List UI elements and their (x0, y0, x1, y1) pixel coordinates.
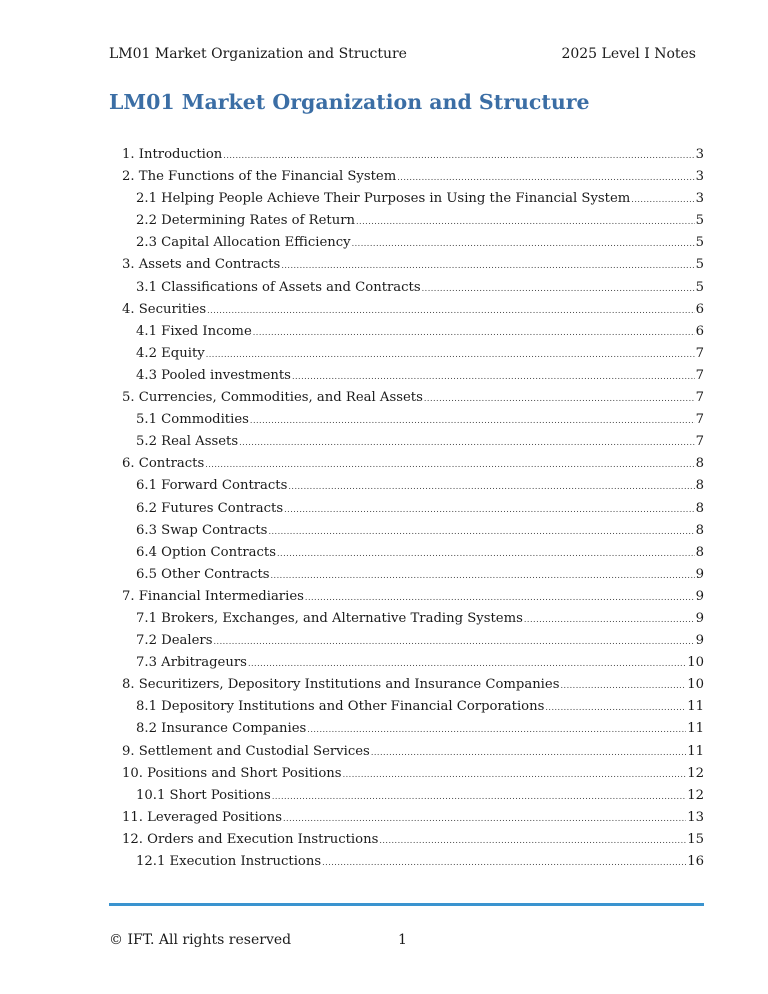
header-left-title: LM01 Market Organization and Structure (109, 46, 407, 62)
toc-entry[interactable] (122, 586, 704, 608)
toc-entry[interactable] (122, 630, 704, 652)
toc-entry-page[interactable]: 9 (695, 566, 704, 582)
toc-entry-title[interactable]: 7.3 Arbitrageurs (136, 655, 247, 671)
toc-entry-title[interactable]: 7.1 Brokers, Exchanges, and Alternative Trading Systems (136, 610, 523, 626)
toc-entry-title[interactable]: 2.2 Determining Rates of Return (136, 213, 356, 229)
toc-leader-dots (307, 719, 686, 741)
toc-entry-page[interactable]: 11 (687, 721, 704, 737)
toc-entry-title[interactable]: 11. Leveraged Positions (122, 809, 283, 825)
toc-leader-dots (343, 764, 687, 786)
toc-entry-title[interactable]: 8.1 Depository Institutions and Other Financial Corporations (136, 699, 545, 715)
toc-entry-title[interactable]: 2. The Functions of the Financial System (122, 169, 397, 185)
footer-divider (109, 903, 704, 906)
toc-leader-dots (239, 432, 695, 454)
toc-entry-page[interactable]: 13 (687, 809, 704, 825)
toc-entry-page[interactable]: 5 (695, 235, 704, 251)
toc-entry-page[interactable]: 12 (687, 787, 704, 803)
toc-entry[interactable] (122, 453, 704, 475)
toc-leader-dots (422, 278, 695, 300)
toc-entry[interactable] (122, 696, 704, 718)
toc-leader-dots (284, 499, 694, 521)
toc-entry-page[interactable]: 5 (695, 213, 704, 229)
toc-entry-page[interactable]: 3 (695, 191, 704, 207)
toc-entry-title[interactable]: 6.3 Swap Contracts (136, 522, 268, 538)
toc-entry-page[interactable]: 8 (695, 478, 704, 494)
toc-entry-page[interactable]: 9 (695, 633, 704, 649)
toc-entry-title[interactable]: 12. Orders and Execution Instructions (122, 831, 379, 847)
toc-entry-page[interactable]: 8 (695, 456, 704, 472)
toc-leader-dots (207, 300, 695, 322)
toc-entry[interactable] (122, 188, 704, 210)
toc-leader-dots (283, 808, 686, 830)
toc-entry-page[interactable]: 10 (687, 655, 704, 671)
toc-entry-title[interactable]: 2.1 Helping People Achieve Their Purposes in Using the Financial System (136, 191, 631, 207)
toc-entry-title[interactable]: 9. Settlement and Custodial Services (122, 743, 370, 759)
toc-entry[interactable] (122, 387, 704, 409)
toc-leader-dots (214, 631, 695, 653)
toc-entry-page[interactable]: 3 (695, 169, 704, 185)
toc-leader-dots (277, 543, 695, 565)
toc-entry-title[interactable]: 4.1 Fixed Income (136, 323, 252, 339)
toc-entry[interactable] (122, 674, 704, 696)
toc-entry-page[interactable]: 6 (695, 301, 704, 317)
toc-leader-dots (524, 609, 695, 631)
toc-entry[interactable] (122, 277, 704, 299)
toc-entry-page[interactable]: 3 (695, 147, 704, 162)
toc-entry[interactable] (122, 232, 704, 254)
table-of-contents (122, 144, 704, 873)
toc-leader-dots (379, 830, 686, 852)
toc-entry-title[interactable]: 7.2 Dealers (136, 633, 213, 649)
toc-entry-page[interactable]: 9 (695, 588, 704, 604)
toc-entry-page[interactable]: 7 (695, 390, 704, 406)
toc-leader-dots (223, 145, 694, 167)
toc-entry-title[interactable]: 1. Introduction (122, 147, 223, 162)
toc-entry-page[interactable]: 8 (695, 544, 704, 560)
toc-leader-dots (268, 521, 694, 543)
toc-entry[interactable] (122, 542, 704, 564)
toc-entry-page[interactable]: 5 (695, 257, 704, 273)
toc-entry-title[interactable]: 4. Securities (122, 301, 207, 317)
toc-entry[interactable] (122, 475, 704, 497)
toc-entry-title[interactable]: 5. Currencies, Commodities, and Real Assets (122, 390, 423, 406)
toc-entry-title[interactable]: 10. Positions and Short Positions (122, 765, 342, 781)
toc-leader-dots (288, 476, 694, 498)
toc-entry[interactable] (122, 564, 704, 586)
toc-entry-title[interactable]: 6.4 Option Contracts (136, 544, 277, 560)
toc-leader-dots (271, 565, 695, 587)
toc-entry-page[interactable]: 6 (695, 323, 704, 339)
toc-entry-page[interactable]: 7 (695, 345, 704, 361)
toc-entry-page[interactable]: 16 (687, 854, 704, 869)
toc-entry-title[interactable]: 6. Contracts (122, 456, 205, 472)
footer-copyright: © IFT. All rights reserved (109, 932, 292, 948)
toc-entry[interactable] (122, 144, 704, 166)
toc-entry-title[interactable]: 2.3 Capital Allocation Efficiency (136, 235, 351, 251)
toc-entry-title[interactable]: 4.2 Equity (136, 345, 205, 361)
toc-leader-dots (352, 233, 695, 255)
toc-entry-title[interactable]: 12.1 Execution Instructions (136, 854, 322, 869)
toc-leader-dots (292, 366, 695, 388)
toc-entry-title[interactable]: 6.2 Futures Contracts (136, 500, 284, 516)
toc-leader-dots (248, 653, 686, 675)
toc-leader-dots (250, 410, 695, 432)
toc-entry-page[interactable]: 11 (687, 743, 704, 759)
toc-leader-dots (545, 697, 686, 719)
toc-entry[interactable] (122, 829, 704, 851)
toc-entry-page[interactable]: 10 (687, 677, 704, 693)
toc-entry[interactable] (122, 343, 704, 365)
toc-entry[interactable] (122, 365, 704, 387)
toc-leader-dots (424, 388, 695, 410)
toc-entry[interactable] (122, 851, 704, 873)
toc-entry-page[interactable]: 12 (687, 765, 704, 781)
toc-entry[interactable] (122, 718, 704, 740)
toc-entry-title[interactable]: 5.1 Commodities (136, 412, 249, 428)
toc-entry-page[interactable]: 9 (695, 610, 704, 626)
toc-leader-dots (253, 322, 695, 344)
toc-entry-title[interactable]: 3.1 Classifications of Assets and Contracts (136, 279, 421, 295)
toc-entry[interactable] (122, 299, 704, 321)
toc-entry[interactable] (122, 409, 704, 431)
toc-entry-page[interactable]: 8 (695, 500, 704, 516)
toc-entry[interactable] (122, 520, 704, 542)
toc-entry-page[interactable]: 7 (695, 412, 704, 428)
toc-leader-dots (281, 255, 694, 277)
toc-leader-dots (356, 211, 695, 233)
toc-entry[interactable] (122, 321, 704, 343)
toc-entry-title[interactable]: 4.3 Pooled investments (136, 367, 291, 383)
page-header (109, 44, 696, 64)
toc-leader-dots (560, 675, 686, 697)
toc-entry[interactable] (122, 652, 704, 674)
toc-leader-dots (272, 786, 686, 808)
toc-entry-page[interactable]: 5 (695, 279, 704, 295)
toc-leader-dots (206, 344, 695, 366)
toc-leader-dots (371, 742, 686, 764)
toc-leader-dots (322, 852, 686, 874)
document-title: LM01 Market Organization and Structure (109, 90, 590, 114)
toc-entry-title[interactable]: 5.2 Real Assets (136, 434, 239, 450)
toc-entry[interactable] (122, 254, 704, 276)
toc-leader-dots (631, 189, 694, 211)
toc-entry[interactable] (122, 807, 704, 829)
toc-entry-title[interactable]: 6.1 Forward Contracts (136, 478, 288, 494)
toc-entry-title[interactable]: 7. Financial Intermediaries (122, 588, 304, 604)
toc-entry[interactable] (122, 741, 704, 763)
footer-page-number: 1 (398, 932, 407, 948)
toc-leader-dots (305, 587, 695, 609)
toc-entry[interactable] (122, 498, 704, 520)
header-right-title: 2025 Level I Notes (561, 46, 696, 62)
toc-entry[interactable] (122, 763, 704, 785)
toc-leader-dots (205, 454, 694, 476)
toc-entry[interactable] (122, 166, 704, 188)
toc-entry[interactable] (122, 785, 704, 807)
toc-entry-page[interactable]: 8 (695, 522, 704, 538)
toc-entry-page[interactable]: 15 (687, 831, 704, 847)
toc-entry-title[interactable]: 8. Securitizers, Depository Institutions and Insurance Companies (122, 677, 560, 693)
toc-entry-page[interactable]: 7 (695, 434, 704, 450)
toc-entry[interactable] (122, 431, 704, 453)
toc-entry-title[interactable]: 6.5 Other Contracts (136, 566, 270, 582)
toc-entry-title[interactable]: 10.1 Short Positions (136, 787, 271, 803)
toc-entry-page[interactable]: 7 (695, 367, 704, 383)
toc-entry-title[interactable]: 8.2 Insurance Companies (136, 721, 307, 737)
toc-leader-dots (397, 167, 694, 189)
toc-entry[interactable] (122, 210, 704, 232)
toc-entry-title[interactable]: 3. Assets and Contracts (122, 257, 281, 273)
toc-entry[interactable] (122, 608, 704, 630)
toc-entry-page[interactable]: 11 (687, 699, 704, 715)
